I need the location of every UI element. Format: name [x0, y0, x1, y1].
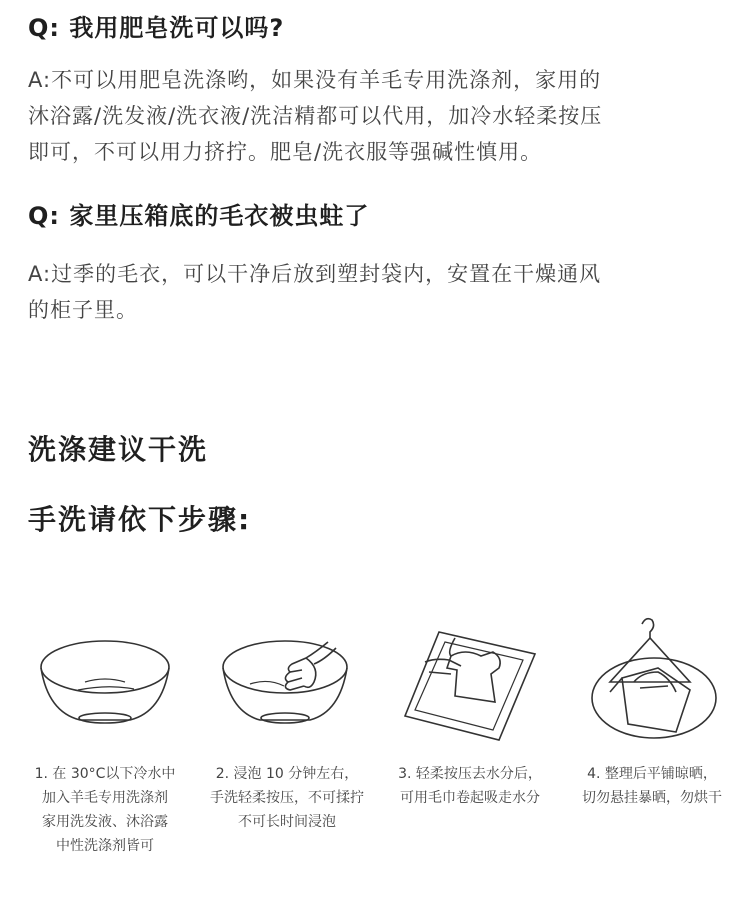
- faq-question-1: Q: 我用肥皂洗可以吗?: [28, 14, 285, 42]
- step-line: 1. 在 30°C以下冷水中: [34, 766, 176, 782]
- towel-roll-icon: [395, 612, 545, 752]
- answer-line: 的柜子里。: [28, 298, 138, 322]
- answer-line: 沐浴露/洗发液/洗衣液/洗洁精都可以代用，加冷水轻柔按压: [28, 104, 603, 128]
- step-line: 可用毛巾卷起吸走水分: [400, 790, 540, 806]
- answer-line: 即可，不可以用力挤拧。肥皂/洗衣服等强碱性慎用。: [28, 140, 543, 164]
- handwash-heading: 手洗请依下步骤:: [28, 503, 252, 536]
- answer-line: A:过季的毛衣，可以干净后放到塑封袋内，安置在干燥通风: [28, 262, 602, 286]
- basin-icon: [30, 612, 180, 752]
- step-line: 加入羊毛专用洗涤剂: [42, 790, 168, 806]
- step-line: 中性洗涤剂皆可: [56, 838, 154, 854]
- faq-answer-1: [28, 62, 728, 170]
- hand-in-basin-icon: [210, 612, 360, 752]
- faq-question-2: Q: 家里压箱底的毛衣被虫蛀了: [28, 202, 370, 230]
- flat-dry-icon: [580, 612, 730, 752]
- answer-line: A:不可以用肥皂洗涤哟，如果没有羊毛专用洗涤剂，家用的: [28, 68, 602, 92]
- step-line: 4. 整理后平铺晾晒，: [587, 766, 717, 782]
- step-line: 家用洗发液、沐浴露: [42, 814, 168, 830]
- step-1-text: [15, 762, 195, 858]
- faq-answer-2: [28, 256, 728, 328]
- step-line: 不可长时间浸泡: [238, 814, 336, 830]
- care-heading: 洗涤建议干洗: [28, 433, 209, 466]
- step-2-text: [197, 762, 377, 834]
- step-line: 手洗轻柔按压，不可揉拧: [210, 790, 364, 806]
- step-3-text: [380, 762, 560, 810]
- step-line: 3. 轻柔按压去水分后，: [398, 766, 542, 782]
- step-4-text: [562, 762, 742, 810]
- step-line: 切勿悬挂暴晒，勿烘干: [582, 790, 722, 806]
- step-line: 2. 浸泡 10 分钟左右，: [215, 766, 359, 782]
